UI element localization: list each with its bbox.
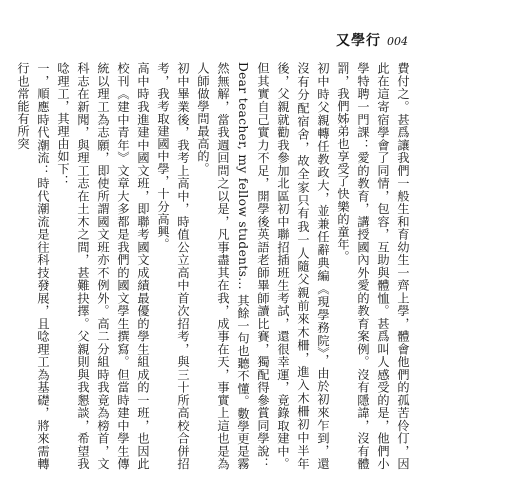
running-header (336, 30, 408, 50)
body-paragraph: 一，順應時代潮流：時代潮流是往科技發展，且唸理工為基礎，將來需轉行也常能有所突 (16, 62, 50, 470)
body-text (16, 62, 413, 470)
body-paragraph: 初中時父親轉任教政大，並兼任辭典編《現學務院》，由於初來乍到，還沒有分配宿舍，故全家只有我一人隨父親前來木柵，進入木柵初中半年後，父親就勸我參加北區初中聯招插班生考試，還很幸運，竟錄取建中。但其實自己實力不足，開學後英語老師畢師讀比賽，獨配得參賞同學說：Dear teacher, my fellow students... 其餘一句也聽不懂。數學更是霧然無解，當我週回問之以是，凡事盡其在我，成事在天，事實上這也是為人師做學問最高的。 (196, 62, 330, 470)
body-paragraph: 高中時我進建中國文班，即聯考國文成績最優的學生組成的一班，也因此校刊《建中青年》文章大多都是我們的國文學生撰寫。但當時建中學生傳統以理工為志願，即使所謂國文班亦不例外。高二分組時我竟為榜首，文科志在新聞，與理工志在土木之間，甚難抉擇。父親則與我懇談，希望我唸理工，其理由如下： (56, 62, 150, 470)
body-paragraph: 費付之。甚爲讓我們一般生和育幼生一齊上學，體會他們的孤苦伶仃，因此在這寄宿學會了同情，包容，互助與體恤。甚爲叫人感受的是，他們小學特聘一門課：愛的教育，講授國內外愛的教育案例。沒有隱諱，沒有體罰，我們姊弟也享受了快樂的童年。 (336, 62, 410, 470)
running-header-title: 又學行 (336, 33, 381, 49)
body-paragraph: 初中畢業後，我考上高中，時值公立高中首次招考，與三十所高校合併招考，我考取建國中學，十分高興。 (156, 62, 190, 470)
page-number: 004 (387, 35, 408, 48)
